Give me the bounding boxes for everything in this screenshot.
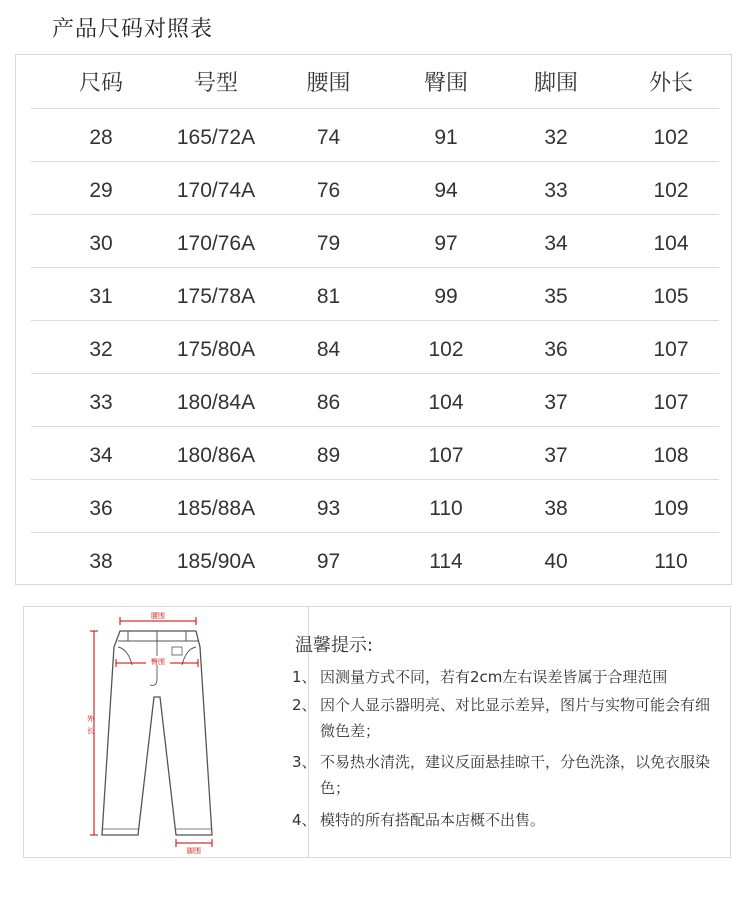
hip-label: 臀围	[151, 658, 165, 666]
table-cell: 84	[316, 338, 341, 361]
table-row	[31, 373, 719, 427]
tip-text: 模特的所有搭配品本店概不出售。	[320, 811, 546, 829]
table-cell: 31	[89, 285, 113, 308]
tip-item	[292, 664, 722, 690]
table-row	[31, 214, 719, 268]
table-row	[31, 479, 719, 533]
table-cell: 180/86A	[176, 444, 256, 467]
table-cell: 38	[544, 497, 568, 520]
table-row	[31, 426, 719, 480]
table-cell: 97	[316, 550, 341, 573]
header-cell: 脚围	[533, 71, 578, 96]
table-cell: 94	[434, 179, 458, 202]
table-cell: 170/74A	[176, 179, 256, 202]
table-cell: 104	[653, 232, 689, 255]
table-cell: 108	[653, 444, 689, 467]
front-pocket	[182, 647, 196, 665]
tips-title: 温馨提示:	[295, 635, 374, 656]
tip-number: 1、	[292, 668, 317, 686]
table-header-row	[31, 55, 719, 109]
tip-number: 4、	[292, 811, 317, 829]
table-cell: 32	[544, 126, 568, 149]
tip-item	[292, 807, 722, 833]
pants-diagram-svg	[84, 607, 254, 857]
table-cell: 102	[428, 338, 464, 361]
table-cell: 102	[653, 179, 689, 202]
header-cell: 号型	[193, 71, 238, 96]
tip-text: 因个人显示器明亮、对比显示差异，图片与实物可能会有细微色差；	[320, 696, 711, 740]
tip-text: 不易热水清洗，建议反面悬挂晾干，分色洗涤，以免衣服染色；	[320, 753, 711, 797]
table-cell: 89	[316, 444, 341, 467]
foot-label: 脚围	[187, 847, 201, 855]
table-cell: 36	[89, 497, 113, 520]
table-cell: 32	[89, 338, 113, 361]
table-cell: 114	[429, 550, 463, 573]
table-cell: 91	[434, 126, 458, 149]
waist-label: 腰围	[151, 612, 165, 620]
header-cell: 臀围	[423, 71, 468, 96]
table-cell: 93	[316, 497, 341, 520]
tip-text: 因测量方式不同，若有2cm左右误差皆属于合理范围	[320, 668, 668, 686]
table-cell: 86	[316, 391, 341, 414]
table-cell: 36	[544, 338, 568, 361]
table-row	[31, 532, 719, 585]
table-cell: 107	[653, 338, 689, 361]
table-cell: 81	[316, 285, 341, 308]
table-cell: 28	[89, 126, 113, 149]
table-row	[31, 108, 719, 162]
table-cell: 38	[89, 550, 113, 573]
table-cell: 76	[316, 179, 341, 202]
table-cell: 180/84A	[176, 391, 256, 414]
table-cell: 97	[434, 232, 458, 255]
table-cell: 37	[544, 391, 568, 414]
table-cell: 110	[429, 497, 463, 520]
table-cell: 109	[653, 497, 689, 520]
table-row	[31, 267, 719, 321]
table-cell: 175/78A	[176, 285, 256, 308]
pants-measurement-diagram	[84, 607, 254, 857]
size-table	[15, 54, 732, 585]
table-cell: 34	[544, 232, 568, 255]
table-cell: 79	[316, 232, 341, 255]
table-cell: 37	[544, 444, 568, 467]
header-cell: 腰围	[306, 71, 351, 96]
table-cell: 185/90A	[176, 550, 256, 573]
table-cell: 175/80A	[176, 338, 256, 361]
table-row	[31, 161, 719, 215]
length-label-2: 长	[87, 727, 94, 735]
header-cell: 尺码	[78, 71, 123, 96]
header-cell: 外长	[648, 71, 693, 96]
table-cell: 165/72A	[176, 126, 256, 149]
table-cell: 33	[544, 179, 568, 202]
table-cell: 170/76A	[176, 232, 256, 255]
table-cell: 35	[544, 285, 568, 308]
table-cell: 99	[434, 285, 458, 308]
table-cell: 185/88A	[176, 497, 256, 520]
tip-item	[292, 692, 722, 744]
table-cell: 33	[89, 391, 113, 414]
coin-pocket	[172, 647, 182, 655]
page-title: 产品尺码对照表	[52, 17, 214, 42]
table-cell: 29	[89, 179, 113, 202]
table-cell: 107	[653, 391, 689, 414]
table-row	[31, 320, 719, 374]
table-cell: 40	[544, 550, 568, 573]
table-cell: 107	[428, 444, 464, 467]
table-cell: 30	[89, 232, 113, 255]
table-cell: 105	[653, 285, 689, 308]
tip-number: 3、	[292, 753, 317, 771]
table-cell: 110	[654, 550, 688, 573]
table-cell: 102	[653, 126, 689, 149]
length-label-1: 外	[87, 715, 94, 723]
tip-item	[292, 749, 722, 801]
table-cell: 104	[428, 391, 464, 414]
table-cell: 74	[316, 126, 341, 149]
front-pocket	[118, 647, 132, 665]
tip-number: 2、	[292, 696, 317, 714]
table-cell: 34	[89, 444, 113, 467]
